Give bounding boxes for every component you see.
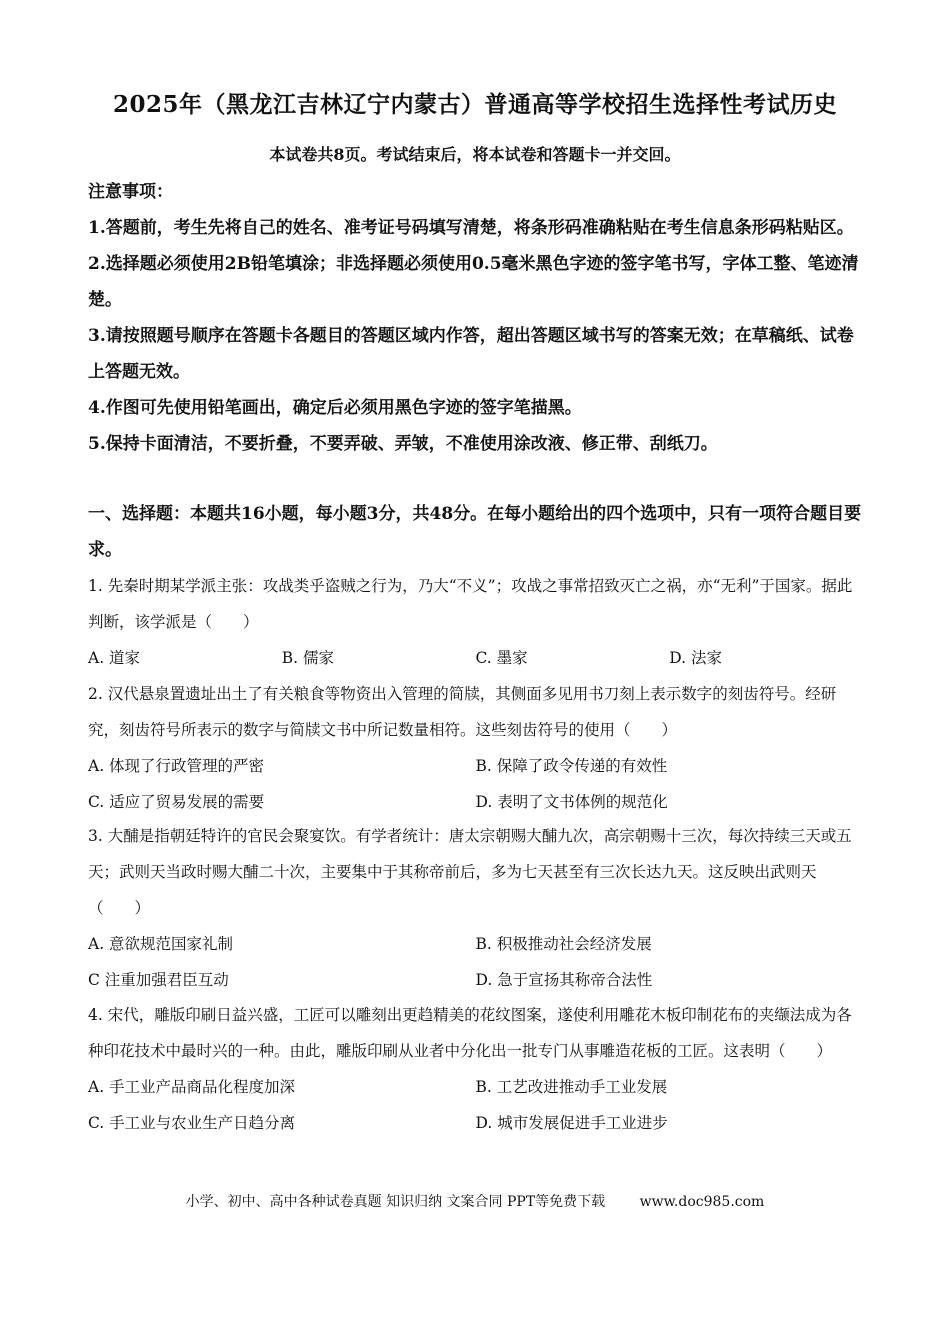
option-c: C 注重加强君臣互动 <box>88 971 229 989</box>
question-1 <box>88 568 863 676</box>
page-title: 2025年（黑龙江吉林辽宁内蒙古）普通高等学校招生选择性考试历史 <box>112 91 837 118</box>
option-c: C. 墨家 <box>475 649 528 667</box>
option-a: A. 道家 <box>88 649 141 667</box>
question-stem: 3. 大酺是指朝廷特许的官民会聚宴饮。有学者统计：唐太宗朝赐大酺九次，高宗朝赐十三次，每次持续三天或五天；武则天当政时赐大酺二十次，主要集中于其称帝前后，多为七天甚至有三次长达九天。这反映出武则天（ ） <box>88 827 852 917</box>
question-4 <box>88 997 863 1141</box>
options-row <box>88 748 863 784</box>
option-b: B. 儒家 <box>281 649 334 667</box>
notes-heading: 注意事项： <box>88 182 173 202</box>
options-row <box>88 962 863 998</box>
option-a: A. 手工业产品商品化程度加深 <box>88 1078 296 1096</box>
option-d: D. 法家 <box>669 649 722 667</box>
note-item-5: 5.保持卡面清洁，不要折叠，不要弄破、弄皱，不准使用涂改液、修正带、刮纸刀。 <box>88 434 718 454</box>
note-item-1: 1.答题前，考生先将自己的姓名、准考证号码填写清楚，将条形码准确粘贴在考生信息条形码粘贴区。 <box>88 218 854 238</box>
options-row <box>88 784 863 820</box>
question-stem: 1. 先秦时期某学派主张：攻战类乎盗贼之行为，乃大“不义”；攻战之事常招致灭亡之祸，亦“无利”于国家。据此判断，该学派是（ ） <box>88 577 853 631</box>
footer-url[interactable]: www.doc985.com <box>639 1194 765 1210</box>
option-a: A. 体现了行政管理的严密 <box>88 757 265 775</box>
question-2 <box>88 676 863 820</box>
options-row <box>88 640 863 676</box>
option-d: D. 城市发展促进手工业进步 <box>475 1114 668 1132</box>
option-b: B. 保障了政令传递的有效性 <box>475 757 668 775</box>
options-row <box>88 926 863 962</box>
section-heading: 一、选择题：本题共16小题，每小题3分，共48分。在每小题给出的四个选项中，只有一项符合题目要求。 <box>88 504 862 560</box>
note-item-2: 2.选择题必须使用2B铅笔填涂；非选择题必须使用0.5毫米黑色字迹的签字笔书写，字体工整、笔迹清楚。 <box>88 254 859 310</box>
option-b: B. 积极推动社会经济发展 <box>475 935 652 953</box>
footer-text: 小学、初中、高中各种试卷真题 知识归纳 文案合同 PPT等免费下载 <box>185 1194 606 1210</box>
option-a: A. 意欲规范国家礼制 <box>88 935 234 953</box>
page-subtitle: 本试卷共8页。考试结束后，将本试卷和答题卡一并交回。 <box>269 145 681 164</box>
question-3 <box>88 818 863 998</box>
note-item-4: 4.作图可先使用铅笔画出，确定后必须用黑色字迹的签字笔描黑。 <box>88 398 582 418</box>
option-c: C. 手工业与农业生产日趋分离 <box>88 1114 296 1132</box>
page-footer <box>0 1191 950 1211</box>
option-b: B. 工艺改进推动手工业发展 <box>475 1078 668 1096</box>
question-stem: 2. 汉代悬泉置遗址出土了有关粮食等物资出入管理的简牍，其侧面多见用书刀刻上表示数字的刻齿符号。经研究，刻齿符号所表示的数字与简牍文书中所记数量相符。这些刻齿符号的使用（ ） <box>88 685 837 739</box>
notes-block <box>88 174 863 462</box>
option-c: C. 适应了贸易发展的需要 <box>88 793 265 811</box>
option-d: D. 急于宣扬其称帝合法性 <box>475 971 653 989</box>
options-row <box>88 1105 863 1141</box>
note-item-3: 3.请按照题号顺序在答题卡各题目的答题区域内作答，超出答题区域书写的答案无效；在草稿纸、试卷上答题无效。 <box>88 326 854 382</box>
question-stem: 4. 宋代，雕版印刷日益兴盛，工匠可以雕刻出更趋精美的花纹图案，遂使利用雕花木板印制花布的夹缬法成为各种印花技术中最时兴的一种。由此，雕版印刷从业者中分化出一批专门从事雕造花板的工匠。这表明（ ） <box>88 1006 852 1060</box>
options-row <box>88 1069 863 1105</box>
option-d: D. 表明了文书体例的规范化 <box>475 793 668 811</box>
